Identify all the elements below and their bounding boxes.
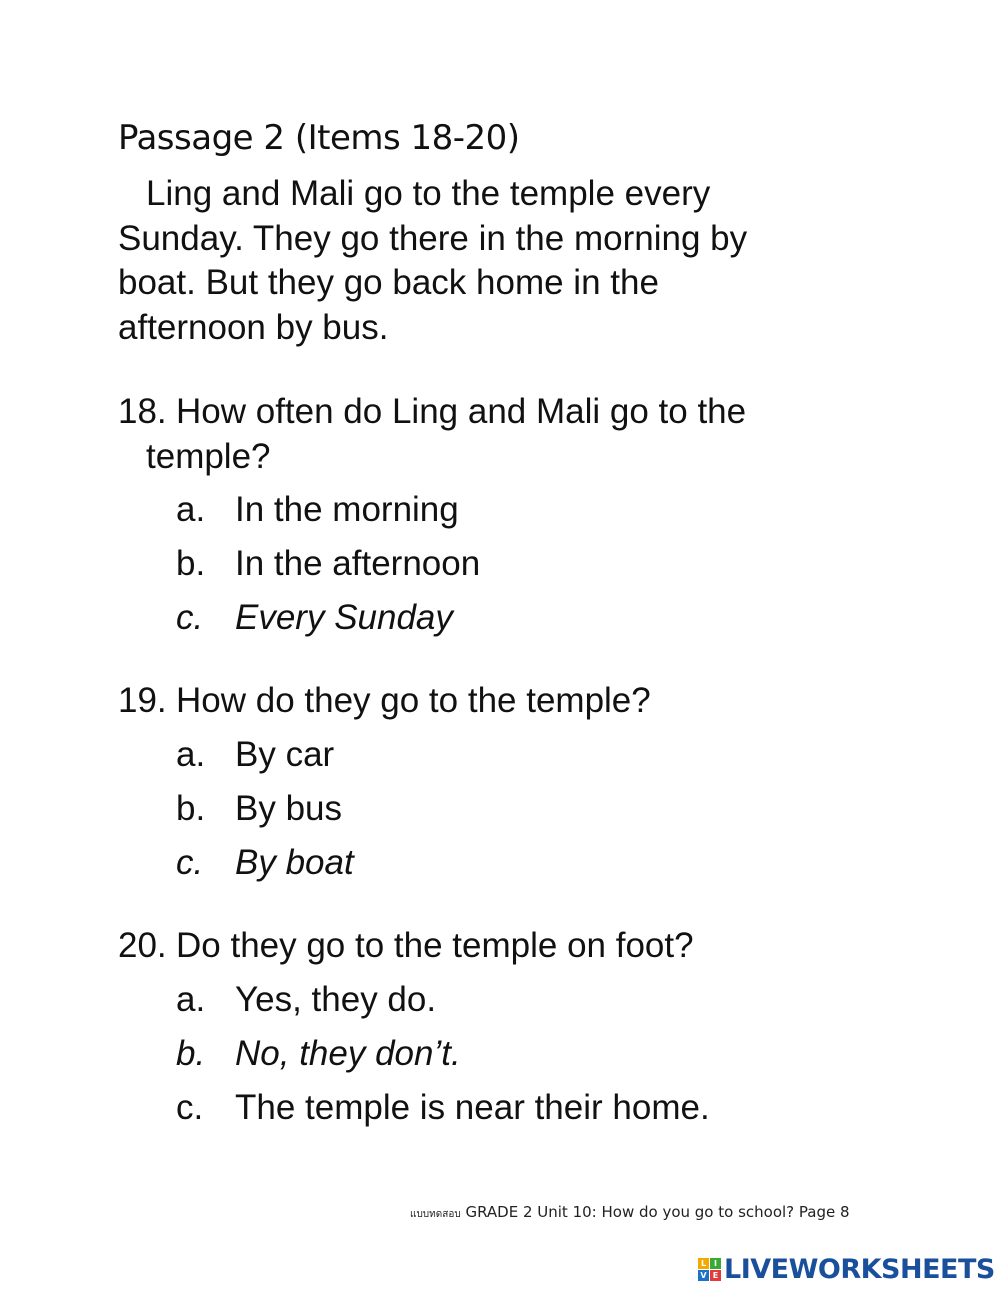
- passage-line: afternoon by bus.: [118, 307, 389, 347]
- passage-text: [118, 172, 878, 350]
- footer-text: GRADE 2 Unit 10: How do you go to school? Page 8: [465, 1203, 850, 1221]
- page-footer: [410, 1203, 850, 1222]
- option-18-b[interactable]: [176, 541, 480, 586]
- logo-block: I: [710, 1258, 721, 1269]
- question-18: [118, 389, 858, 479]
- question-text: How do they go to the temple?: [176, 681, 651, 720]
- option-letter: a.: [176, 980, 206, 1019]
- option-letter: c.: [176, 1088, 204, 1127]
- question-text: Do they go to the temple on foot?: [176, 926, 694, 965]
- passage-line: Ling and Mali go to the temple every: [146, 174, 711, 213]
- option-text: In the afternoon: [235, 544, 481, 583]
- option-letter: c.: [176, 843, 204, 882]
- option-text: Every Sunday: [235, 598, 453, 637]
- question-number: 18.: [118, 392, 167, 431]
- logo-block: E: [710, 1270, 721, 1281]
- option-19-b[interactable]: [176, 786, 342, 831]
- option-text: By bus: [235, 789, 342, 828]
- question-text: How often do Ling and Mali go to the: [176, 392, 747, 431]
- option-18-a[interactable]: [176, 487, 459, 532]
- option-letter: b.: [176, 789, 206, 828]
- logo-block: V: [698, 1270, 709, 1281]
- logo-blocks-icon: [698, 1258, 721, 1281]
- question-19: [118, 678, 858, 723]
- passage-title: Passage 2 (Items 18-20): [118, 118, 520, 158]
- option-20-b[interactable]: [176, 1031, 461, 1076]
- question-20: [118, 923, 858, 968]
- logo-block: L: [698, 1258, 709, 1269]
- option-text: By car: [235, 735, 335, 774]
- liveworksheets-logo[interactable]: [698, 1253, 995, 1285]
- option-letter: a.: [176, 490, 206, 529]
- option-text: No, they don’t.: [235, 1034, 461, 1073]
- option-letter: c.: [176, 598, 204, 637]
- option-19-a[interactable]: [176, 732, 334, 777]
- question-number: 19.: [118, 681, 167, 720]
- option-text: In the morning: [235, 490, 459, 529]
- question-text-continued: temple?: [146, 437, 271, 476]
- option-letter: a.: [176, 735, 206, 774]
- option-text: By boat: [235, 843, 354, 882]
- option-text: Yes, they do.: [235, 980, 437, 1019]
- passage-line: boat. But they go back home in the: [118, 263, 659, 302]
- brand-name: LIVEWORKSHEETS: [724, 1253, 995, 1285]
- question-number: 20.: [118, 926, 167, 965]
- option-letter: b.: [176, 1034, 206, 1073]
- option-19-c[interactable]: [176, 840, 354, 885]
- option-text: The temple is near their home.: [235, 1088, 710, 1127]
- passage-line: Sunday. They go there in the morning by: [118, 218, 748, 258]
- footer-thai-prefix: แบบทดสอบ: [410, 1209, 461, 1220]
- option-18-c[interactable]: [176, 595, 453, 640]
- option-20-a[interactable]: [176, 977, 436, 1022]
- option-20-c[interactable]: [176, 1085, 710, 1130]
- option-letter: b.: [176, 544, 206, 583]
